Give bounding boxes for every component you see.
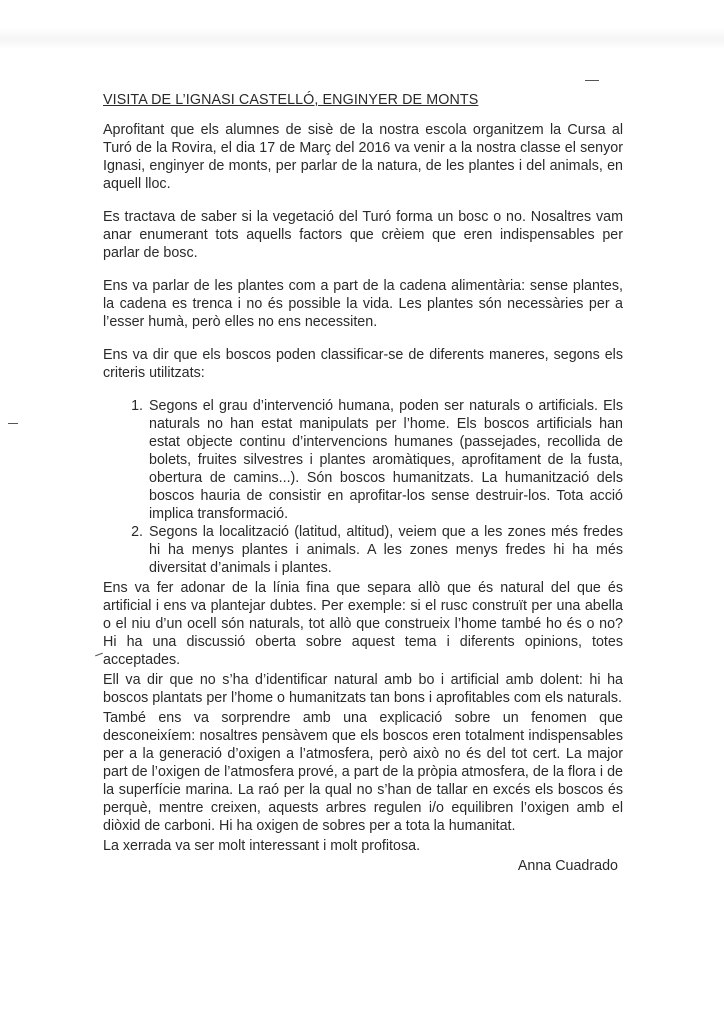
scan-artifact-mark xyxy=(8,423,18,424)
list-item: 2. Segons la localització (latitud, altitud), veiem que a les zones més fredes hi ha menys plantes i animals. A les zones menys fredes hi ha més diversitat d’animals i plantes. xyxy=(147,523,623,577)
document-title: VISITA DE L’IGNASI CASTELLÓ, ENGINYER DE MONTS xyxy=(103,92,479,108)
paragraph: Ens va dir que els boscos poden classificar-se de diferents maneres, segons els criteris utilitzats: xyxy=(103,347,623,381)
document-body xyxy=(103,91,623,875)
paragraph: També ens va sorprendre amb una explicació sobre un fenomen que desconeixíem: nosaltres pensàvem que els boscos eren totalment indispensables per a la generació d’oxigen a l’atmosfera, però això no és del tot cert. La major part de l’oxigen de l’atmosfera prové, a part de la pròpia atmosfera, de la flora i de la superfície marina. La raó per la qual no s’han de tallar en excés els boscos és perquè, mentre creixen, aquests arbres regulen i/o equilibren l’oxigen amb el diòxid de carboni. Hi ha oxigen de sobres per a tota la humanitat. xyxy=(103,710,623,834)
scan-artifact-mark xyxy=(95,653,103,657)
author-signature: Anna Cuadrado xyxy=(517,858,618,874)
criteria-list xyxy=(103,397,623,577)
paragraph: Ell va dir que no s’ha d’identificar natural amb bo i artificial amb dolent: hi ha boscos plantats per l’home o humanitzats tan bons i aprofitables com els naturals. xyxy=(103,672,623,706)
paragraph: La xerrada va ser molt interessant i molt profitosa. xyxy=(103,838,421,854)
list-item: 1. Segons el grau d’intervenció humana, poden ser naturals o artificials. Els naturals no han estat manipulats per l’home. Els boscos artificials han estat objecte continu d’intervencions humanes (passejades, recollida de bolets, fruites silvestres i plantes aromàtiques, aprofitament de la fusta, obertura de camins...). Són boscos humanitzats. La humanització dels boscos hauria de consistir en aprofitar-los sense destruir-los. Tota acció implica transformació. xyxy=(147,397,623,523)
paragraph: Aprofitant que els alumnes de sisè de la nostra escola organitzem la Cursa al Turó de la Rovira, el dia 17 de Març del 2016 va venir a la nostra classe el senyor Ignasi, enginyer de monts, per parlar de la natura, de les plantes i del animals, en aquell lloc. xyxy=(103,122,623,192)
paragraph: Ens va fer adonar de la línia fina que separa allò que és natural del que és artificial i ens va plantejar dubtes. Per exemple: si el rusc construït per una abella o el niu d’un ocell són naturals, tot allò que construeix l’home també ho és o no? Hi ha una discussió oberta sobre aquest tema i diferents opinions, totes acceptades. xyxy=(103,580,623,668)
paragraph: Es tractava de saber si la vegetació del Turó forma un bosc o no. Nosaltres vam anar enumerant tots aquells factors que crèiem que eren indispensables per parlar de bosc. xyxy=(103,209,623,261)
paragraph: Ens va parlar de les plantes com a part de la cadena alimentària: sense plantes, la cadena es trenca i no és possible la vida. Les plantes són necessàries per a l’esser humà, però elles no ens necessiten. xyxy=(103,278,623,330)
scan-artifact-band xyxy=(0,28,724,50)
scan-artifact-mark xyxy=(585,80,599,81)
